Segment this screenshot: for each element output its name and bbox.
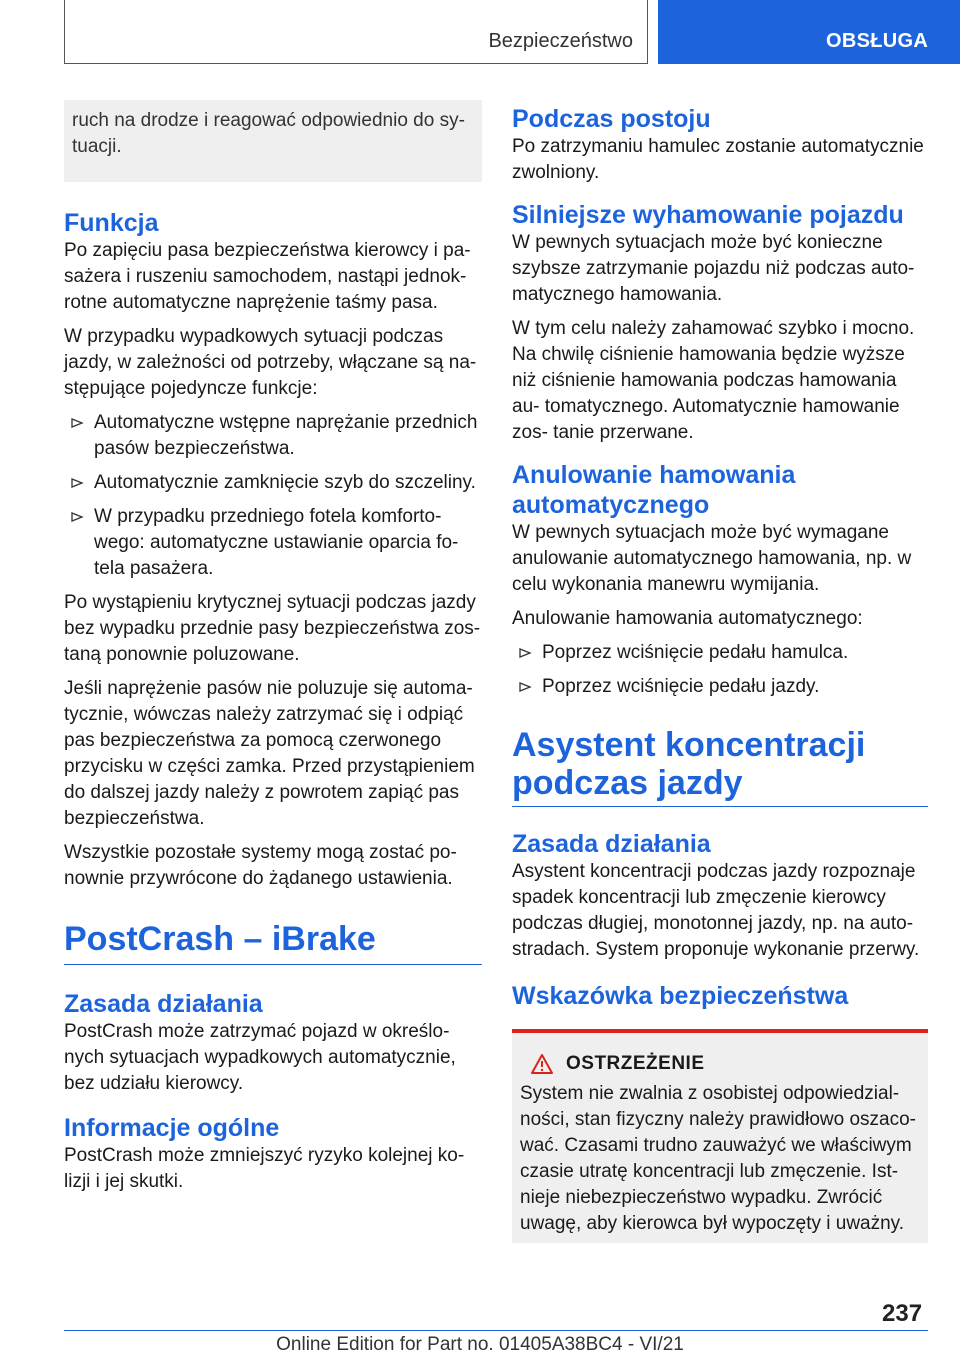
funkcja-p3: Po wystąpieniu krytycznej sytuacji podczas jazdy bez wypadku przednie pasy bezpieczeństwa zos‐ taną ponownie poluzowane. bbox=[64, 592, 481, 665]
triangle-right-icon bbox=[518, 640, 532, 666]
postcrash-zasada-text: PostCrash może zatrzymać pojazd w określo‐ nych sytuacjach wypadkowych automatycznie, bez udziału kierowcy. bbox=[64, 1021, 456, 1094]
anulowanie-p2: Anulowanie hamowania automatycznego: bbox=[512, 608, 863, 629]
funkcja-p1: Po zapięciu pasa bezpieczeństwa kierowcy i pa‐ sażera i ruszeniu samochodem, nastąpi jednok‐ rotne automatyczne naprężenie taśmy pasa. bbox=[64, 240, 471, 313]
warning-title: OSTRZEŻENIE bbox=[566, 1053, 705, 1074]
asystent-heading: Asystent koncentracji podczas jazdy bbox=[512, 726, 928, 807]
postcrash-zasada-heading: Zasada działania bbox=[64, 990, 263, 1018]
asystent-zasada-heading: Zasada działania bbox=[512, 830, 711, 858]
postoj-text: Po zatrzymaniu hamulec zostanie automatycznie zwolniony. bbox=[512, 136, 924, 183]
list-item: Automatycznie zamknięcie szyb do szczeliny. bbox=[64, 470, 482, 496]
right-column bbox=[512, 96, 928, 1243]
list-item: W przypadku przedniego fotela komforto‐ wego: automatyczne ustawianie oparcia fo‐ tela pasażera. bbox=[64, 504, 482, 582]
postoj-heading: Podczas postoju bbox=[512, 105, 711, 133]
wskazowka-heading: Wskazówka bezpieczeństwa bbox=[512, 982, 849, 1010]
triangle-right-icon bbox=[70, 410, 84, 436]
funkcja-bullet-list bbox=[64, 410, 482, 582]
intro-box bbox=[64, 100, 482, 182]
silniejsze-p2: W tym celu należy zahamować szybko i mocno. Na chwilę ciśnienie hamowania będzie wyższe niż ciśnienie hamowania podczas hamowania au‐ tomatycznego. Automatycznie hamowanie zos‐ tanie przerwane. bbox=[512, 318, 915, 443]
funkcja-p4: Jeśli naprężenie pasów nie poluzuje się automa‐ tycznie, wówczas należy zatrzymać się i odpiąć pas bezpieczeństwa za pomocą czerwonego przycisku w części zamka. Przed przystąpieniem do dalszej jazdy należy z powrotem zapiąć pas bezpieczeństwa. bbox=[64, 678, 475, 829]
triangle-right-icon bbox=[70, 504, 84, 530]
anulowanie-p1: W pewnych sytuacjach może być wymagane anulowanie automatycznego hamowania, np. w celu wykonania manewru wymijania. bbox=[512, 522, 912, 595]
list-item: Automatyczne wstępne naprężanie przednich pasów bezpieczeństwa. bbox=[64, 410, 482, 462]
warning-text: System nie zwalnia z osobistej odpowiedzial‐ ności, stan fizyczny należy prawidłowo oszaco‐ wać. Czasami trudno zauważyć we właściwym czasie utratę koncentracji lub zmęczenie. Ist‐ nieje niebezpieczeństwo wypadku. Zwrócić uwagę, aby kierowca był wypoczęty i uważny. bbox=[520, 1083, 917, 1234]
header-section-title: Bezpieczeństwo bbox=[488, 30, 633, 52]
warning-box bbox=[512, 1029, 928, 1243]
anulowanie-bullet-list bbox=[512, 640, 928, 700]
intro-text: ruch na drodze i reagować odpowiednio do sy‐ tuacji. bbox=[72, 110, 465, 157]
funkcja-p5: Wszystkie pozostałe systemy mogą zostać po‐ nownie przywrócone do żądanego ustawienia. bbox=[64, 842, 457, 889]
postcrash-info-text: PostCrash może zmniejszyć ryzyko kolejnej ko‐ lizji i jej skutki. bbox=[64, 1145, 465, 1192]
footer-divider bbox=[64, 1330, 928, 1331]
asystent-zasada-text: Asystent koncentracji podczas jazdy rozpoznaje spadek koncentracji lub zmęczenie kierowcy podczas długiej, monotonnej jazdy, np. na auto‐ stradach. System proponuje wykonanie przerwy. bbox=[512, 861, 920, 960]
list-item: Poprzez wciśnięcie pedału hamulca. bbox=[512, 640, 928, 666]
warning-title-row bbox=[520, 1053, 920, 1075]
silniejsze-heading: Silniejsze wyhamowanie pojazdu bbox=[512, 201, 904, 229]
postcrash-heading: PostCrash – iBrake bbox=[64, 920, 482, 965]
left-column bbox=[64, 96, 482, 1203]
warning-triangle-icon bbox=[530, 1053, 554, 1075]
triangle-right-icon bbox=[518, 674, 532, 700]
funkcja-heading: Funkcja bbox=[64, 209, 159, 237]
silniejsze-p1: W pewnych sytuacjach może być konieczne szybsze zatrzymanie pojazdu niż podczas auto‐ matycznego hamowania. bbox=[512, 232, 915, 305]
header-tab-label: OBSŁUGA bbox=[826, 30, 929, 52]
funkcja-p2: W przypadku wypadkowych sytuacji podczas jazdy, w zależności od potrzeby, włączane są na‐ stępujące pojedyncze funkcje: bbox=[64, 326, 477, 399]
list-item: Poprzez wciśnięcie pedału jazdy. bbox=[512, 674, 928, 700]
postcrash-info-heading: Informacje ogólne bbox=[64, 1114, 280, 1142]
footer-edition: Online Edition for Part no. 01405A38BC4 - VI/21 bbox=[276, 1334, 684, 1355]
triangle-right-icon bbox=[70, 470, 84, 496]
page-number: 237 bbox=[882, 1300, 923, 1327]
header-tab bbox=[658, 0, 960, 64]
anulowanie-heading: Anulowanie hamowania automatycznego bbox=[512, 461, 796, 519]
header-section-box bbox=[64, 0, 648, 64]
